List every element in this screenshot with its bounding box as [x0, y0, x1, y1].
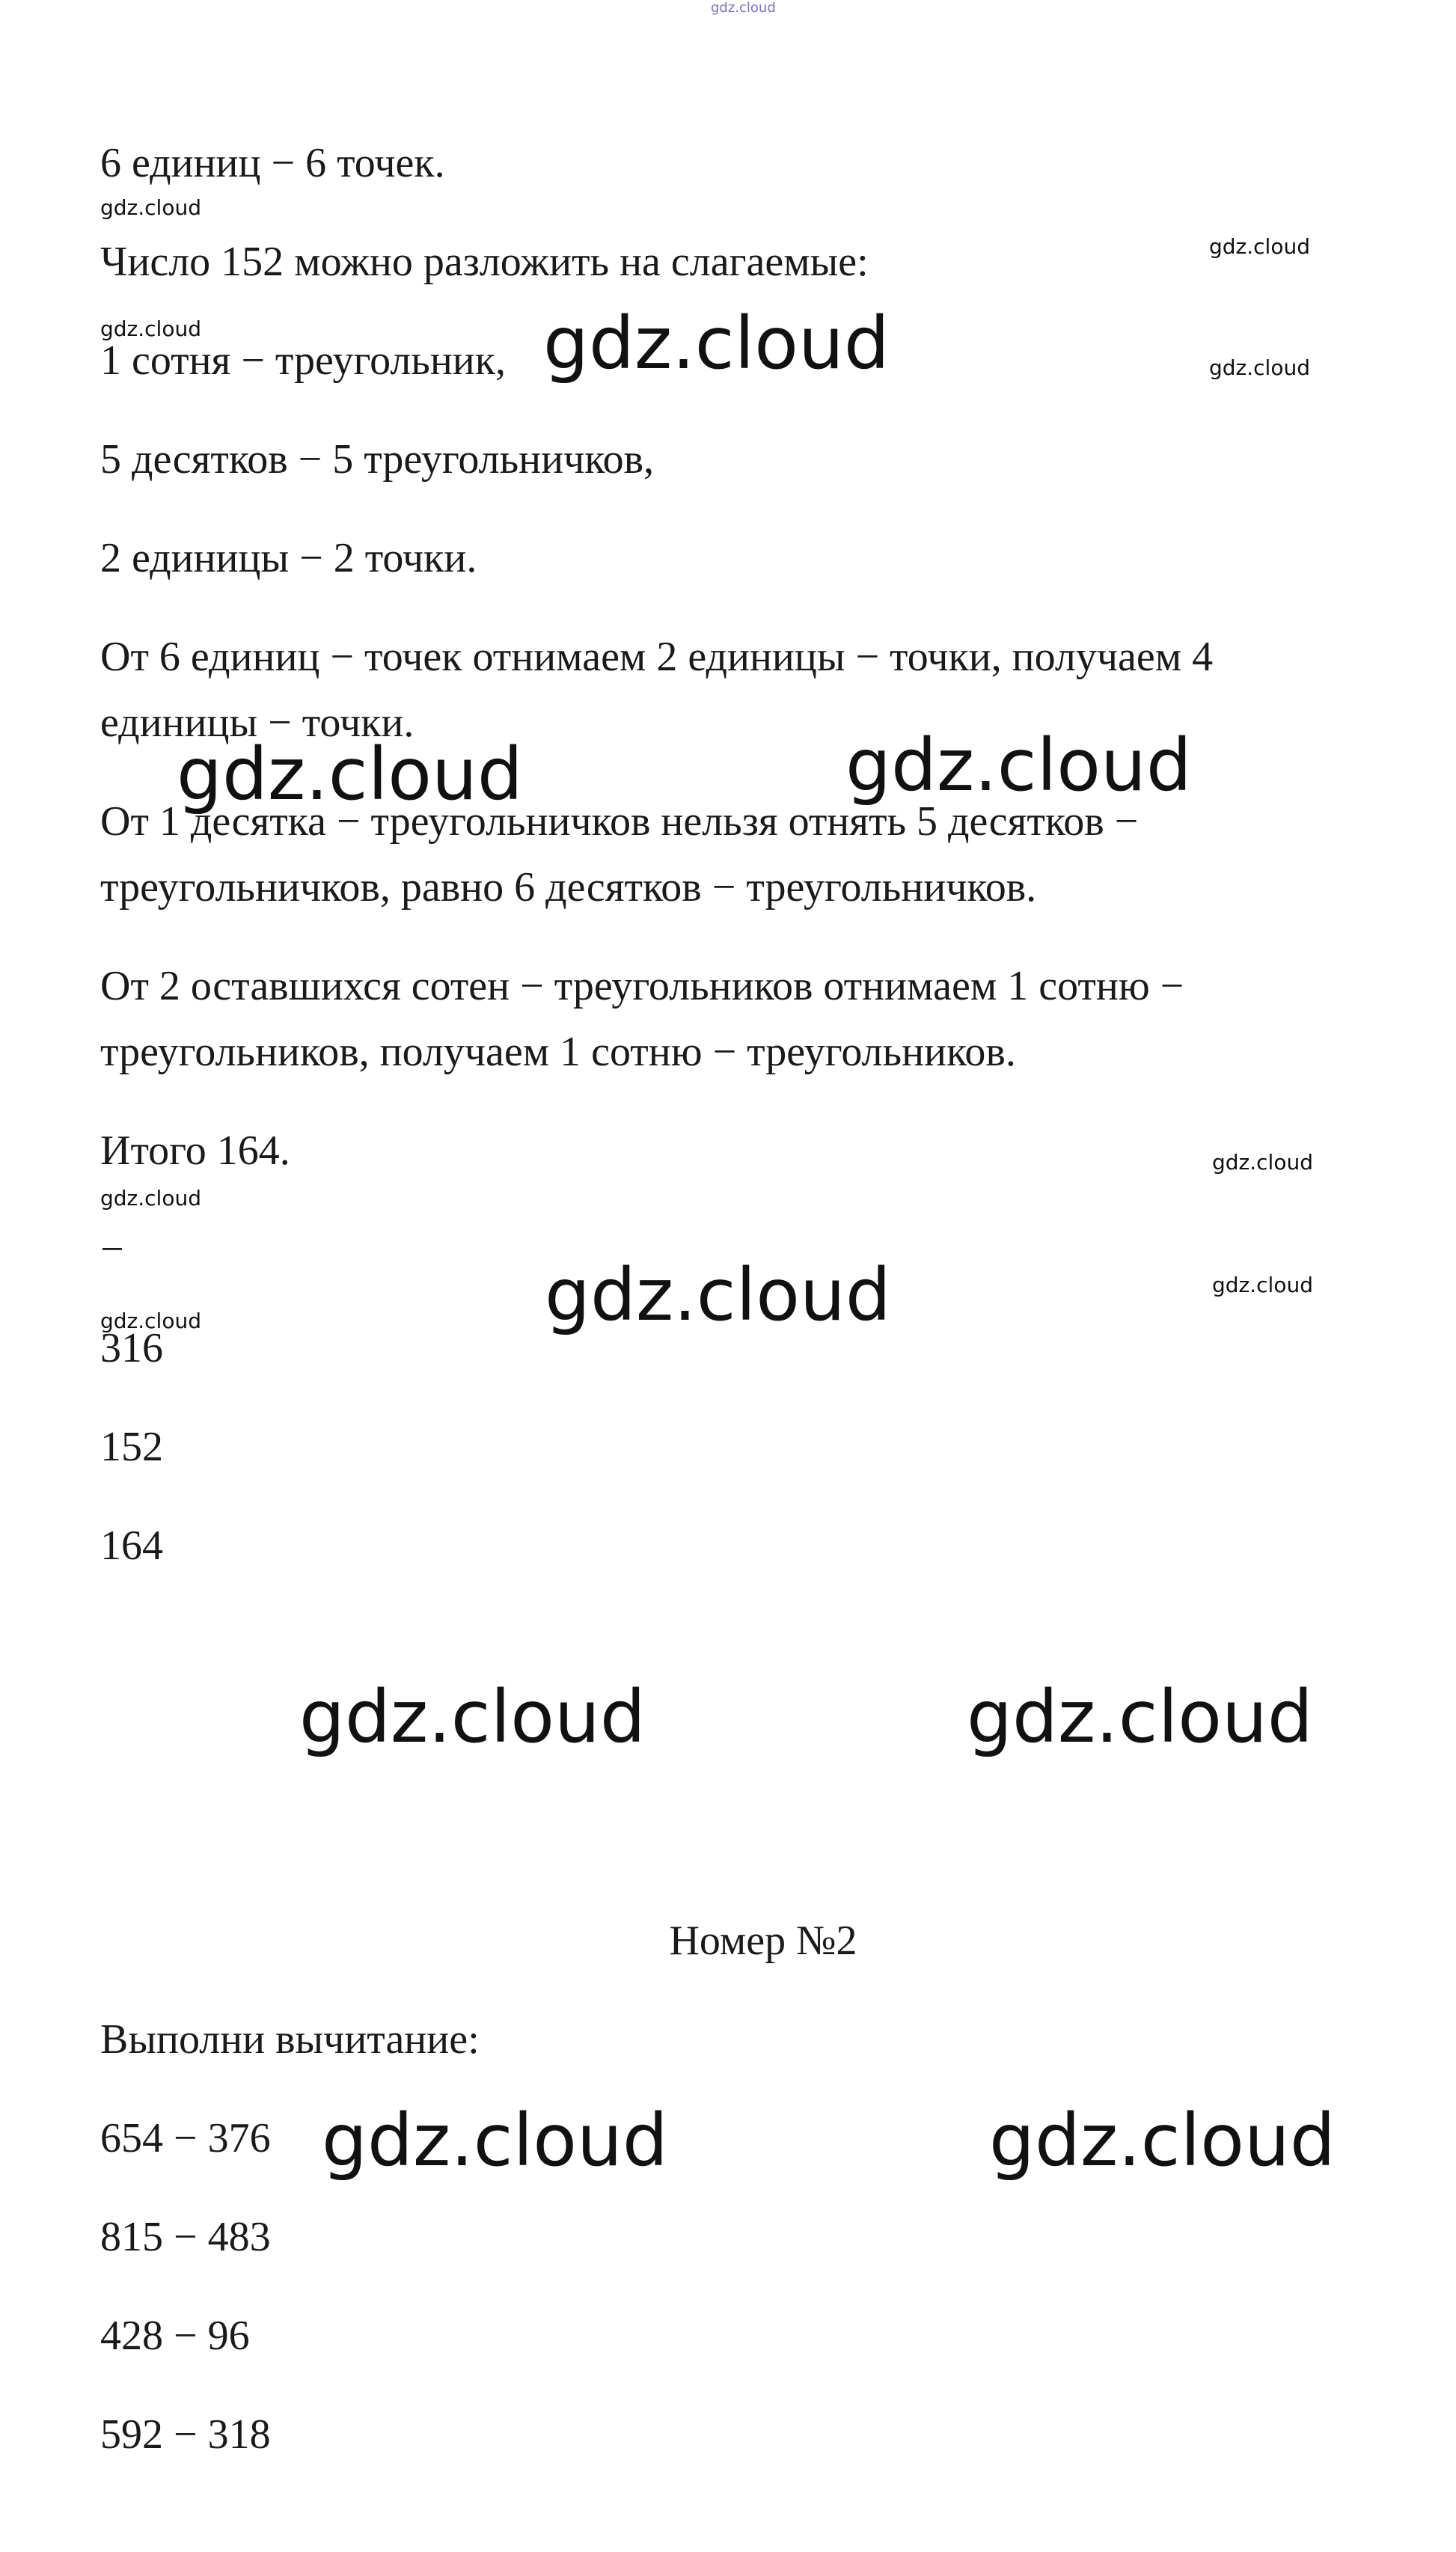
- example-item: 428 − 96: [100, 2313, 250, 2359]
- watermark-large: gdz.cloud: [545, 1253, 891, 1337]
- subtrahend: 152: [100, 1424, 163, 1470]
- watermark-large: gdz.cloud: [967, 1675, 1313, 1759]
- text-line: треугольничков, равно 6 десятков − треугольничков.: [100, 864, 1037, 911]
- example-item: 654 − 376: [100, 2115, 271, 2161]
- minuend: 316: [100, 1325, 163, 1371]
- example-item: 815 − 483: [100, 2214, 271, 2260]
- watermark-large: gdz.cloud: [845, 723, 1192, 807]
- watermark-small: gdz.cloud: [1209, 355, 1310, 380]
- example-item: 592 − 318: [100, 2411, 271, 2458]
- text-line: От 6 единиц − точек отнимаем 2 единицы − точки, получаем 4: [100, 634, 1214, 680]
- text-line: треугольников, получаем 1 сотню − треугольников.: [100, 1029, 1016, 1075]
- watermark-small: gdz.cloud: [100, 1309, 201, 1333]
- text-line: От 2 оставшихся сотен − треугольников отнимаем 1 сотню −: [100, 963, 1184, 1009]
- watermark-large: gdz.cloud: [299, 1675, 646, 1759]
- watermark-small: gdz.cloud: [1209, 234, 1310, 259]
- total-line: Итого 164.: [100, 1127, 290, 1174]
- watermark-large: gdz.cloud: [989, 2099, 1336, 2182]
- watermark-large: gdz.cloud: [543, 302, 890, 385]
- text-line: единицы − точки.: [100, 700, 415, 746]
- watermark-large: gdz.cloud: [177, 732, 523, 816]
- text-line: 6 единиц − 6 точек.: [100, 140, 445, 186]
- watermark-large: gdz.cloud: [322, 2099, 668, 2182]
- watermark-small: gdz.cloud: [1212, 1150, 1313, 1175]
- text-line: 2 единицы − 2 точки.: [100, 535, 477, 581]
- top-watermark: gdz.cloud: [711, 0, 776, 16]
- watermark-small: gdz.cloud: [100, 316, 201, 341]
- watermark-small: gdz.cloud: [100, 1186, 201, 1211]
- task-instruction: Выполни вычитание:: [100, 2016, 480, 2063]
- text-line: Число 152 можно разложить на слагаемые:: [100, 239, 869, 285]
- text-line: От 1 десятка − треугольничков нельзя отнять 5 десятков −: [100, 798, 1139, 845]
- minus-sign: −: [100, 1226, 124, 1273]
- difference: 164: [100, 1523, 163, 1569]
- text-line: 5 десятков − 5 треугольничков,: [100, 436, 655, 483]
- text-line: 1 сотня − треугольник,: [100, 337, 506, 384]
- watermark-small: gdz.cloud: [100, 195, 201, 220]
- task-title: Номер №2: [669, 1918, 857, 1964]
- watermark-small: gdz.cloud: [1212, 1273, 1313, 1297]
